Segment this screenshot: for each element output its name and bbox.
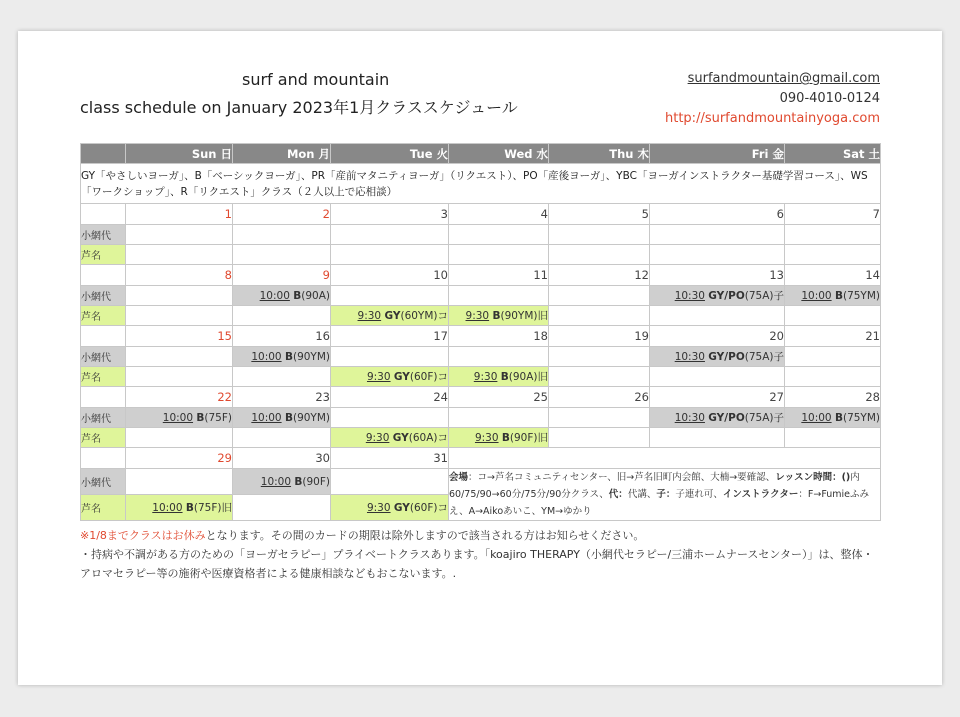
date-number: 21 (785, 326, 881, 347)
class-slot (331, 225, 449, 245)
note-therapy: ・持病や不調がある方のための「ヨーガセラピー」プライベートクラスあります。「koajiro THERAPY（小網代セラピー/三浦ホームナースセンター）」は、整体・アロマセラピー等の施術や医療資格者による健康相談などもおこないます。. (80, 548, 874, 580)
date-number: 27 (650, 387, 785, 408)
class-slot (126, 428, 233, 448)
class-detail: (60F)コ (409, 502, 448, 514)
class-slot (549, 347, 650, 367)
child-text: 子連れ可、 (675, 489, 723, 500)
day-header-wed: Wed 水 (449, 144, 549, 164)
date-number: 4 (449, 204, 549, 225)
blank-cell (81, 326, 126, 347)
day-header-fri: Fri 金 (650, 144, 785, 164)
blank-cell (81, 448, 126, 469)
date-number: 25 (449, 387, 549, 408)
ashina-row (81, 306, 881, 326)
date-number: 29 (126, 448, 233, 469)
date-number: 11 (449, 265, 549, 286)
class-slot (126, 495, 233, 521)
class-code: B (834, 289, 843, 302)
class-time: 9:30 (473, 371, 498, 383)
date-number: 6 (650, 204, 785, 225)
blank-cell (81, 387, 126, 408)
date-number: 30 (233, 448, 331, 469)
class-slot (650, 428, 785, 448)
class-slot (549, 286, 650, 306)
class-code: GY (393, 371, 410, 383)
class-code: B (284, 350, 293, 363)
class-code: GY/PO (708, 351, 745, 363)
class-detail: (75YM) (842, 289, 880, 302)
date-number: 5 (549, 204, 650, 225)
class-time: 9:30 (474, 432, 499, 444)
class-time: 9:30 (357, 310, 382, 322)
date-row (81, 326, 881, 347)
date-row (81, 265, 881, 286)
substitute-text: 代講、 (627, 489, 657, 500)
legend-row (81, 164, 881, 204)
location-label-kotsunashiro: 小網代 (81, 347, 126, 367)
class-detail: (90YM) (292, 411, 330, 424)
date-number: 1 (126, 204, 233, 225)
class-slot (126, 306, 233, 326)
class-time: 9:30 (366, 502, 391, 514)
class-time: 9:30 (465, 310, 490, 322)
class-detail: (90A)旧 (508, 371, 548, 383)
class-slot (331, 286, 449, 306)
kotsunashiro-row (81, 408, 881, 428)
class-code: B (501, 432, 510, 444)
class-slot (549, 306, 650, 326)
class-detail: (75A)子 (744, 290, 784, 302)
class-slot (126, 286, 233, 306)
website-link[interactable]: http://surfandmountainyoga.com (665, 111, 880, 126)
class-slot (233, 225, 331, 245)
kotsunashiro-row (81, 347, 881, 367)
note-closure-highlight: ※1/8までクラスはお休み (80, 529, 206, 542)
page-subtitle: class schedule on January 2023年1月クラススケジュール (80, 98, 518, 117)
class-detail: (60F)コ (409, 371, 448, 383)
class-time: 10:30 (674, 351, 705, 363)
date-number: 31 (331, 448, 449, 469)
class-detail: (90YM) (292, 350, 330, 363)
date-row (81, 448, 881, 469)
location-label-kotsunashiro: 小網代 (81, 469, 126, 495)
lesson-text: 内60/75/90→60分/75分/90分クラス、 (449, 472, 860, 500)
class-slot (449, 245, 549, 265)
class-slot (331, 495, 449, 521)
blank-cell (81, 204, 126, 225)
class-slot (233, 347, 331, 367)
class-code: B (492, 310, 501, 322)
class-code: GY/PO (708, 290, 745, 302)
date-number: 16 (233, 326, 331, 347)
class-slot (126, 469, 233, 495)
class-slot (126, 245, 233, 265)
location-label-ashina: 芦名 (81, 245, 126, 265)
date-number: 18 (449, 326, 549, 347)
date-number: 15 (126, 326, 233, 347)
ashina-row (81, 367, 881, 387)
class-code: B (185, 502, 194, 514)
class-time: 10:00 (801, 411, 832, 424)
venue-text: ：コ→芦名コミュニティセンター、旧→芦名旧町内会館、大楠→要確認、 (468, 472, 776, 483)
ashina-row (81, 428, 881, 448)
class-code: B (834, 411, 843, 424)
class-code: GY (384, 310, 401, 322)
class-slot (549, 428, 650, 448)
date-number: 12 (549, 265, 650, 286)
day-header-thu: Thu 木 (549, 144, 650, 164)
day-header-row (81, 144, 881, 164)
class-code: B (294, 475, 303, 488)
class-slot (785, 428, 881, 448)
class-slot (449, 286, 549, 306)
class-detail: (75A)子 (744, 412, 784, 424)
location-label-kotsunashiro: 小網代 (81, 225, 126, 245)
class-code: B (293, 289, 302, 302)
class-slot (650, 245, 785, 265)
class-slot (785, 347, 881, 367)
date-number: 19 (549, 326, 650, 347)
class-slot (785, 245, 881, 265)
class-detail: (75A)子 (744, 351, 784, 363)
class-slot (549, 225, 650, 245)
location-label-ashina: 芦名 (81, 428, 126, 448)
class-detail: (90F)旧 (509, 432, 548, 444)
schedule-table (80, 143, 881, 521)
class-slot (233, 428, 331, 448)
class-detail: (75F) (204, 411, 232, 424)
child-label: 子： (656, 489, 676, 500)
notes-block (80, 526, 880, 583)
date-number: 17 (331, 326, 449, 347)
lesson-label: レッスン時間：() (775, 472, 851, 483)
class-slot (785, 286, 881, 306)
date-row (81, 387, 881, 408)
day-header (81, 144, 126, 164)
date-row (81, 204, 881, 225)
class-slot (549, 367, 650, 387)
class-time: 9:30 (365, 432, 390, 444)
ashina-row (81, 245, 881, 265)
date-number: 8 (126, 265, 233, 286)
class-slot (126, 408, 233, 428)
class-slot (126, 367, 233, 387)
date-number: 22 (126, 387, 233, 408)
class-slot (233, 469, 331, 495)
note-closure-text: となります。その間のカードの期限は除外しますので該当される方はお知らせください。 (205, 529, 645, 542)
date-number: 7 (785, 204, 881, 225)
date-number: 10 (331, 265, 449, 286)
day-header-sun: Sun 日 (126, 144, 233, 164)
class-time: 10:00 (801, 289, 832, 302)
location-label-ashina: 芦名 (81, 495, 126, 521)
day-header-sat: Sat 土 (785, 144, 881, 164)
class-slot (650, 408, 785, 428)
contact-block (665, 69, 880, 129)
class-slot (449, 367, 549, 387)
venue-info (449, 469, 881, 521)
date-number: 2 (233, 204, 331, 225)
class-time: 10:30 (674, 290, 705, 302)
email-link[interactable]: surfandmountain@gmail.com (687, 71, 880, 86)
class-slot (650, 306, 785, 326)
location-label-kotsunashiro: 小網代 (81, 286, 126, 306)
class-slot (650, 347, 785, 367)
class-slot (650, 286, 785, 306)
class-slot (785, 306, 881, 326)
phone-number: 090-4010-0124 (779, 91, 880, 106)
class-slot (449, 306, 549, 326)
class-slot (126, 225, 233, 245)
class-slot (331, 367, 449, 387)
class-time: 10:00 (259, 289, 290, 302)
date-number: 26 (549, 387, 650, 408)
class-detail: (60A)コ (408, 432, 448, 444)
class-slot (549, 245, 650, 265)
venue-label: 会場 (449, 472, 469, 483)
kotsunashiro-row (81, 225, 881, 245)
class-time: 10:00 (152, 502, 183, 514)
class-detail: (90F) (302, 475, 330, 488)
class-slot (785, 225, 881, 245)
class-slot (449, 408, 549, 428)
class-slot (331, 306, 449, 326)
kotsunashiro-row (81, 469, 881, 495)
instructor-label: インストラクター (722, 489, 799, 500)
note-closure (80, 526, 880, 545)
class-slot (331, 428, 449, 448)
class-slot (233, 408, 331, 428)
class-slot (233, 286, 331, 306)
class-slot (449, 225, 549, 245)
day-header-tue: Tue 火 (331, 144, 449, 164)
instructor-text: ：F→Fumieふみえ、A→Aikoあいこ、YM→ゆかり (449, 489, 870, 517)
class-slot (331, 347, 449, 367)
class-slot (785, 408, 881, 428)
class-time: 10:00 (251, 411, 282, 424)
kotsunashiro-row (81, 286, 881, 306)
date-number: 3 (331, 204, 449, 225)
class-slot (331, 245, 449, 265)
class-code: B (196, 411, 205, 424)
class-slot (785, 367, 881, 387)
class-time: 10:00 (260, 475, 292, 488)
date-number: 20 (650, 326, 785, 347)
class-detail: (60YM)コ (400, 310, 448, 322)
class-code: GY/PO (708, 412, 745, 424)
class-slot (126, 347, 233, 367)
class-time: 10:30 (674, 412, 705, 424)
class-slot (331, 469, 449, 495)
date-number: 9 (233, 265, 331, 286)
class-code: B (500, 371, 509, 383)
class-slot (650, 367, 785, 387)
class-time: 10:00 (162, 411, 194, 424)
class-detail: (75F)旧 (193, 502, 232, 514)
class-slot (449, 428, 549, 448)
class-code: GY (393, 502, 410, 514)
class-detail: (90YM)旧 (500, 310, 548, 322)
location-label-kotsunashiro: 小網代 (81, 408, 126, 428)
date-number: 28 (785, 387, 881, 408)
date-number: 14 (785, 265, 881, 286)
class-detail: (90A) (301, 289, 330, 302)
class-slot (233, 367, 331, 387)
class-slot (549, 408, 650, 428)
substitute-label: 代： (608, 489, 628, 500)
class-time: 10:00 (251, 350, 282, 363)
date-number: 24 (331, 387, 449, 408)
page-title: surf and mountain (242, 70, 390, 89)
date-number: 13 (650, 265, 785, 286)
class-time: 9:30 (366, 371, 391, 383)
blank-cell (81, 265, 126, 286)
empty-date (449, 448, 881, 469)
class-legend: GY「やさしいヨーガ」、B「ベーシックヨーガ」、PR「産前マタニティヨーガ」（リクエスト）、PO「産後ヨーガ」、YBC「ヨーガインストラクター基礎学習コース」、WS「ワークショップ」、R「リクエスト」クラス（２人以上で応相談） (81, 164, 881, 204)
class-slot (233, 306, 331, 326)
class-slot (233, 495, 331, 521)
class-slot (331, 408, 449, 428)
class-code: B (284, 411, 293, 424)
location-label-ashina: 芦名 (81, 367, 126, 387)
class-slot (233, 245, 331, 265)
location-label-ashina: 芦名 (81, 306, 126, 326)
date-number: 23 (233, 387, 331, 408)
class-detail: (75YM) (842, 411, 880, 424)
day-header-mon: Mon 月 (233, 144, 331, 164)
class-slot (650, 225, 785, 245)
class-code: GY (392, 432, 409, 444)
class-slot (449, 347, 549, 367)
